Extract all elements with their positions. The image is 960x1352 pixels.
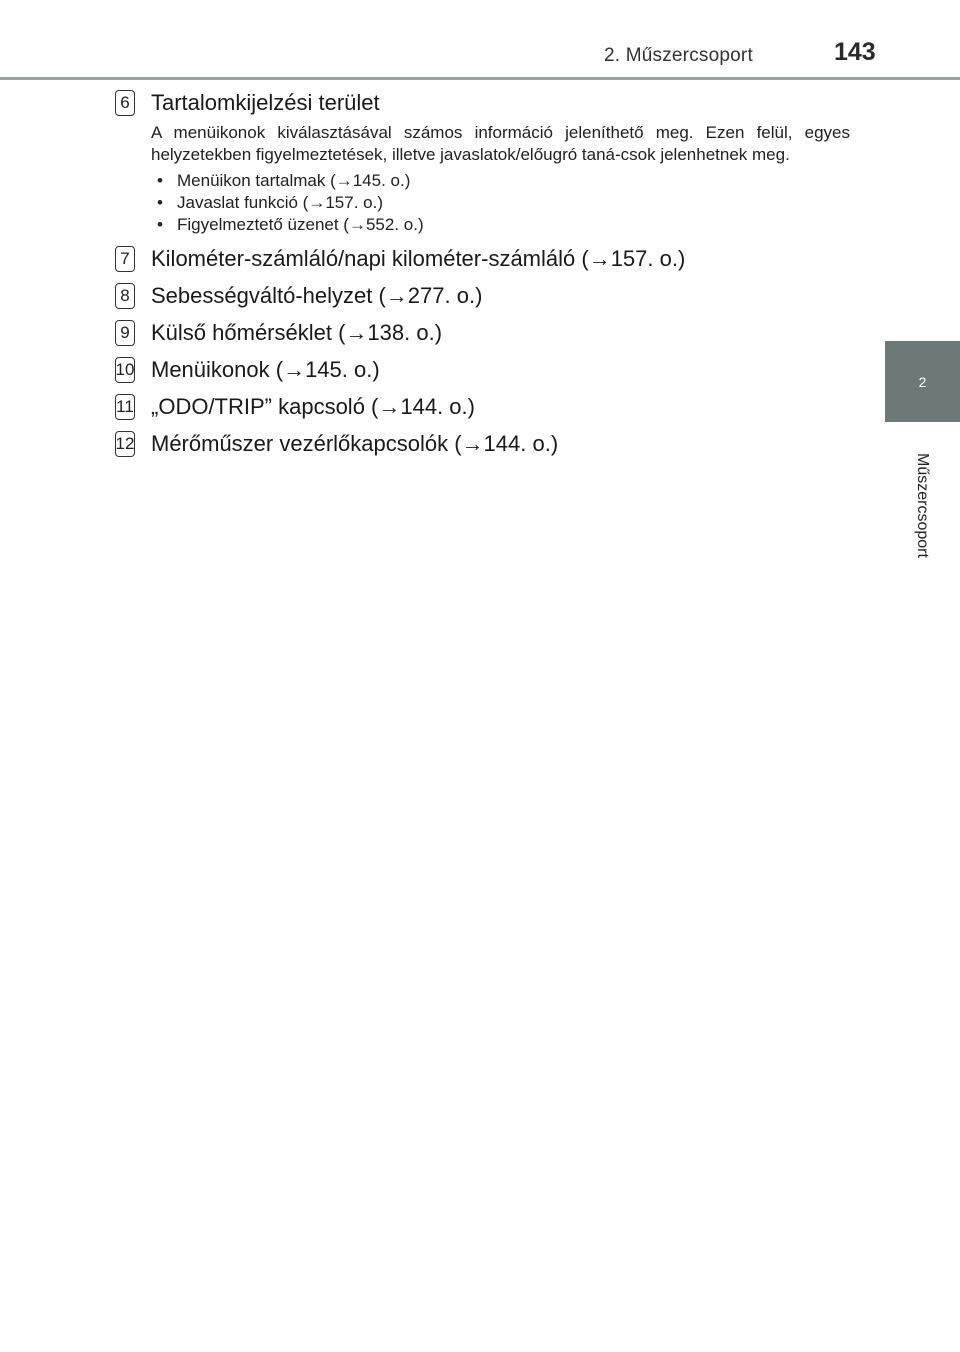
list-item: [115, 394, 850, 420]
bullet-text: Menüikon tartalmak (→145. o.): [177, 171, 411, 190]
chapter-title: Műszercsoport: [914, 452, 931, 558]
bullet-item: • Figyelmeztető üzenet (→552. o.): [157, 215, 424, 234]
list-item: [115, 283, 850, 309]
item-title: „ODO/TRIP” kapcsoló (→144. o.): [151, 394, 475, 419]
list-item: [115, 431, 850, 457]
header-divider: [0, 77, 960, 80]
item-description: A menüikonok kiválasztásával számos információ jeleníthető meg. Ezen felül, egyes helyzetekben figyelmeztetések, illetve javaslatok/előugró taná-csok jelenhetnek meg.: [151, 123, 850, 164]
main-content: [115, 90, 850, 468]
bullet-list: [157, 170, 850, 236]
list-item: [115, 320, 850, 346]
header-section-title: 2. Műszercsoport: [604, 45, 753, 66]
item-title: Tartalomkijelzési terület: [151, 90, 380, 115]
item-number-badge: 12: [115, 431, 135, 457]
list-item: [115, 90, 850, 116]
item-title: Menüikonok (→145. o.): [151, 357, 380, 382]
chapter-tab: [885, 341, 960, 422]
item-title: Mérőműszer vezérlőkapcsolók (→144. o.): [151, 431, 559, 456]
item-title: Külső hőmérséklet (→138. o.): [151, 320, 443, 345]
item-number-badge: 9: [115, 320, 135, 346]
list-item: [115, 246, 850, 272]
item-number-badge: 7: [115, 246, 135, 272]
list-item: [115, 357, 850, 383]
item-number-badge: 10: [115, 357, 135, 383]
item-number-badge: 11: [115, 394, 135, 420]
bullet-item: • Javaslat funkció (→157. o.): [157, 193, 383, 212]
item-number-badge: 8: [115, 283, 135, 309]
bullet-text: Figyelmeztető üzenet (→552. o.): [177, 215, 424, 234]
chapter-number: 2: [918, 373, 927, 390]
item-title: Kilométer-számláló/napi kilométer-számláló (→157. o.): [151, 246, 686, 271]
item-title: Sebességváltó-helyzet (→277. o.): [151, 283, 483, 308]
item-number-badge: 6: [115, 90, 135, 116]
bullet-text: Javaslat funkció (→157. o.): [177, 193, 383, 212]
chapter-side-label: [872, 435, 960, 575]
page-number: 143: [834, 38, 876, 66]
bullet-item: • Menüikon tartalmak (→145. o.): [157, 171, 411, 190]
